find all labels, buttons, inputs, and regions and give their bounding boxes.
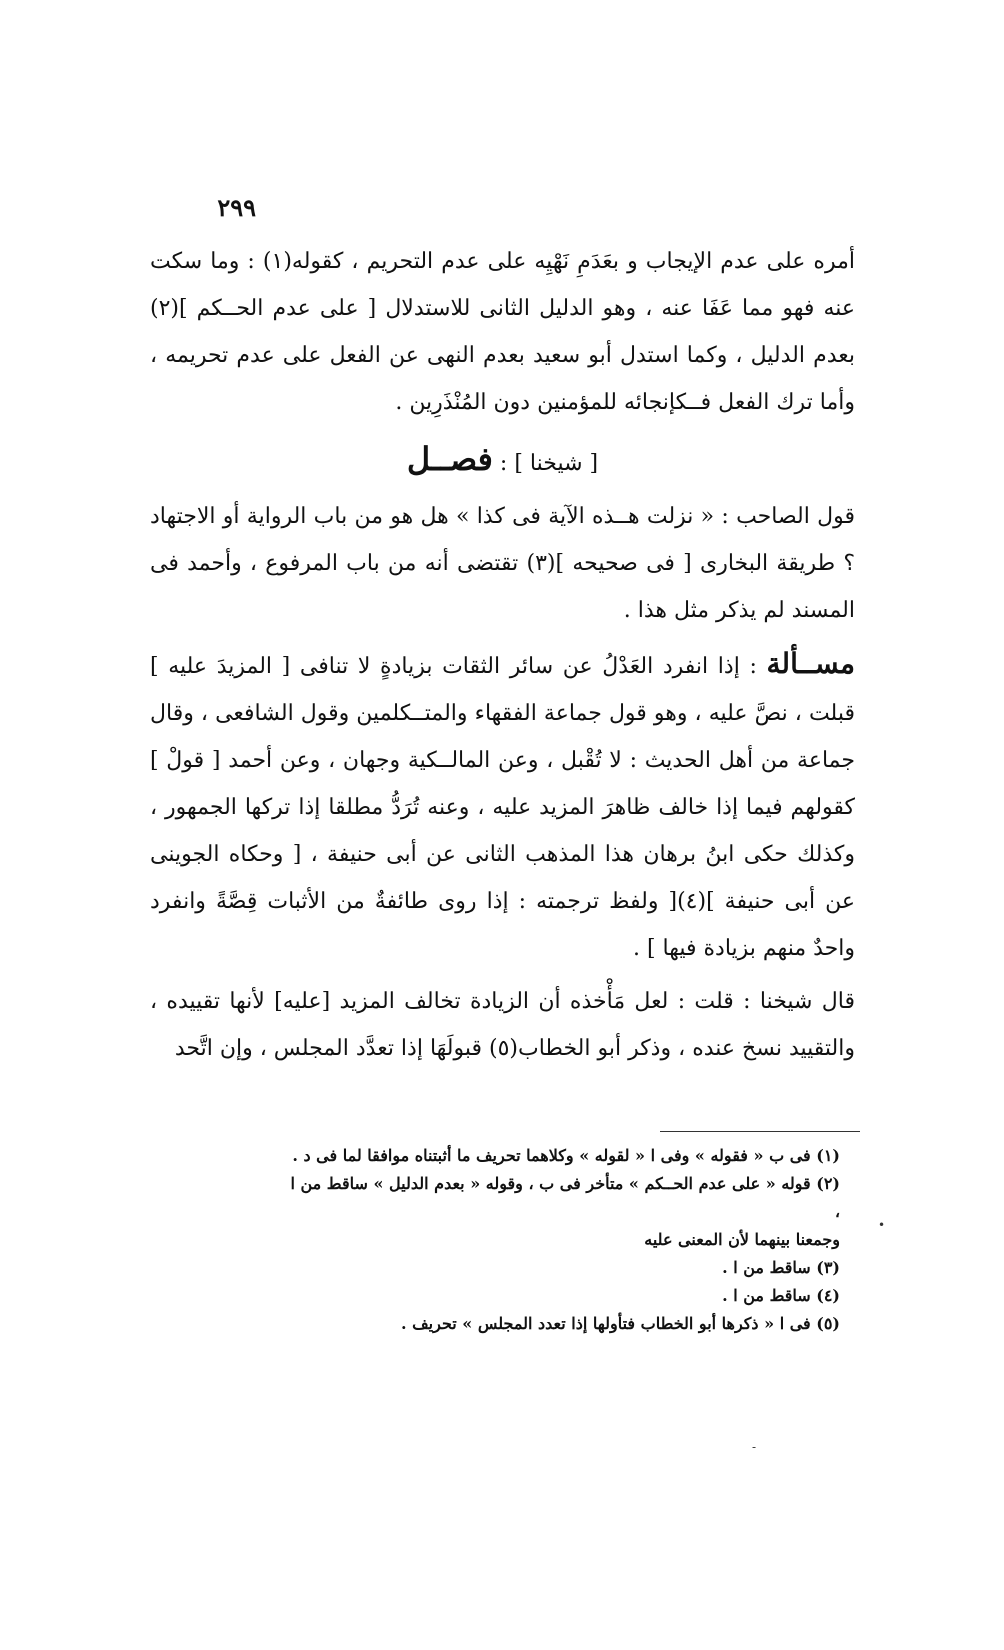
paragraph-1: أمره على عدم الإيجاب و بعَدَمِ نَهْيِه على عدم التحريم ، كقوله(١) : وما سكت عنه فهو مما عَفَا عنه ، وهو الدليل الثانى للاستدلال [ على عدم الحــكم ](٢) بعدم الدليل ، وكما استدل أبو سعيد بعدم النهى عن الفعل على عدم تحريمه ، وأما ترك الفعل فــكإنجائه للمؤمنين دون المُنْذَرِين . bbox=[150, 249, 855, 415]
footnotes bbox=[280, 1142, 840, 1338]
paragraph-3-block bbox=[150, 640, 855, 972]
heading-title: فصــل bbox=[406, 440, 493, 478]
footnote-5: (٥) فى ا « ذكرها أبو الخطاب فتأولها إذا تعدد المجلس » تحريف . bbox=[400, 1314, 840, 1333]
page-number: ٢٩٩ bbox=[217, 193, 256, 222]
section-heading bbox=[150, 436, 855, 487]
footnote-1: (١) فى ب « فقوله » وفى ا « لقوله » وكلاهما تحريف ما أثبتناه موافقا لما فى د . bbox=[292, 1146, 840, 1165]
paragraph-3: : إذا انفرد العَدْلُ عن سائر الثقات بزيادةٍ لا تنافى [ المزيدَ عليه ] قبلت ، نصَّ عليه ، وهو قول جماعة الفقهاء والمتــكلمين وقول الشافعى ، وقال جماعة من أهل الحديث : لا تُقْبل ، وعن المالــكية وجهان ، وعن أحمد [ قولْ ] كقولهم فيما إذا خالف ظاهرَ المزيد عليه ، وعنه تُرَدُّ مطلقا إذا تركها الجمهور ، وكذلك حكى ابنُ برهان هذا المذهب الثانى عن أبى حنيفة ، [ وحكاه الجوينى عن أبى حنيفة ](٤)[ ولفظ ترجمته : إذا روى طائفةٌ من الأثبات قِصَّةً وانفرد واحدٌ منهم بزيادة فيها ] . bbox=[150, 654, 855, 961]
footnote-2: (٢) قوله « على عدم الحــكم » متأخر فى ب ، وقوله « بعدم الدليل » ساقط من ا ، bbox=[290, 1174, 840, 1221]
scan-speck: • bbox=[878, 1218, 886, 1232]
footnote-4: (٤) ساقط من ا . bbox=[722, 1286, 840, 1305]
main-text bbox=[150, 238, 855, 1072]
masala-label: مســألة bbox=[766, 647, 855, 680]
footnote-3: (٣) ساقط من ا . bbox=[722, 1258, 840, 1277]
paragraph-2: قول الصاحب : « نزلت هــذه الآية فى كذا » هل هو من باب الرواية أو الاجتهاد ؟ طريقة البخارى [ فى صحيحه ](٣) تقتضى أنه من باب المرفوع ، وأحمد فى المسند لم يذكر مثل هذا . bbox=[150, 504, 856, 623]
paragraph-4: قال شيخنا : قلت : لعل مَأْخذه أن الزيادة تخالف المزيد [عليه] لأنها تقييده ، والتقييد نسخ عنده ، وذكر أبو الخطاب(٥) قبولَهَا إذا تعدَّد المجلس ، وإن اتَّحد bbox=[150, 989, 855, 1061]
scan-speck: - bbox=[752, 1440, 757, 1454]
footnote-divider bbox=[660, 1131, 860, 1132]
footnote-2-continuation: وجمعنا بينهما لأن المعنى عليه bbox=[644, 1230, 840, 1249]
heading-bracket: [ شيخنا ] : bbox=[499, 451, 599, 476]
